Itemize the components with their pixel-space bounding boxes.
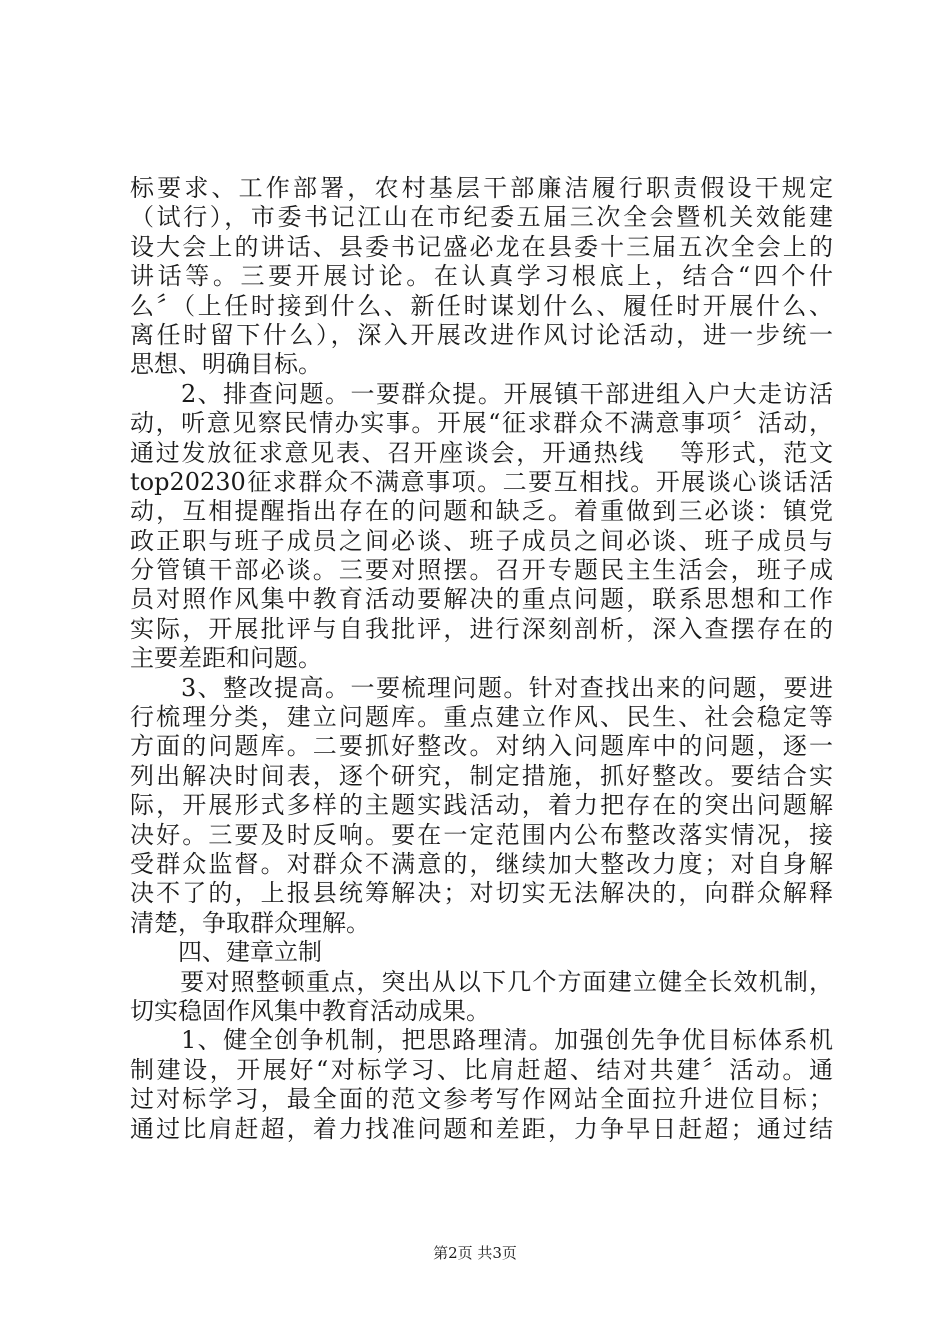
text-line: 动，互相提醒指出存在的问题和缺乏。着重做到三必谈：镇党: [130, 497, 833, 526]
text-line: 思想、明确目标。: [130, 350, 322, 379]
text-line: 3、整改提高。一要梳理问题。针对查找出来的问题，要进: [130, 673, 833, 702]
text-line: 制建设，开展好“对标学习、比肩赶超、结对共建〞活动。通: [130, 1055, 833, 1084]
text-line: 受群众监督。对群众不满意的，继续加大整改力度；对自身解: [130, 849, 833, 878]
text-line: 实际，开展批评与自我批评，进行深刻剖析，深入查摆存在的: [130, 614, 833, 643]
text-line: 分管镇干部必谈。三要对照摆。召开专题民主生活会，班子成: [130, 556, 833, 585]
text-line: 清楚，争取群众理解。: [130, 908, 370, 937]
text-line: 员对照作风集中教育活动要解决的重点问题，联系思想和工作: [130, 585, 833, 614]
text-line: 通过比肩赶超，着力找准问题和差距，力争早日赶超；通过结: [130, 1114, 833, 1143]
text-line: 2、排查问题。一要群众提。开展镇干部进组入户大走访活: [130, 379, 833, 408]
text-line: 离任时留下什么），深入开展改进作风讨论活动，进一步统一: [130, 320, 833, 349]
text-line: 际，开展形式多样的主题实践活动，着力把存在的突出问题解: [130, 791, 833, 820]
text-line: 决好。三要及时反响。要在一定范围内公布整改落实情况，接: [130, 820, 833, 849]
text-line: 动，听意见察民情办实事。开展“征求群众不满意事项〞活动，: [130, 409, 833, 438]
text-line: 决不了的，上报县统筹解决；对切实无法解决的，向群众解释: [130, 879, 833, 908]
text-line: 1、健全创争机制，把思路理清。加强创先争优目标体系机: [130, 1026, 833, 1055]
text-line: 四、建章立制: [130, 938, 322, 967]
text-line: 通过发放征求意见表、召开座谈会，开通热线 等形式，范文: [130, 438, 833, 467]
text-line: 要对照整顿重点，突出从以下几个方面建立健全长效机制，: [130, 967, 833, 996]
text-line: 主要差距和问题。: [130, 644, 322, 673]
text-line: 设大会上的讲话、县委书记盛必龙在县委十三届五次全会上的: [130, 232, 833, 261]
text-line: 切实稳固作风集中教育活动成果。: [130, 996, 490, 1025]
text-line: 方面的问题库。二要抓好整改。对纳入问题库中的问题，逐一: [130, 732, 833, 761]
page-footer: 第2页 共3页: [433, 1244, 517, 1262]
text-line: （试行），市委书记江山在市纪委五届三次全会暨机关效能建: [130, 203, 833, 232]
text-line: 列出解决时间表，逐个研究，制定措施，抓好整改。要结合实: [130, 761, 833, 790]
text-line: 标要求、工作部署，农村基层干部廉洁履行职责假设干规定: [130, 174, 833, 202]
text-line: 么〞（上任时接到什么、新任时谋划什么、履任时开展什么、: [130, 291, 833, 320]
document-body: [130, 174, 833, 1144]
text-line: 讲话等。三要开展讨论。在认真学习根底上，结合“四个什: [130, 262, 833, 291]
text-line: 政正职与班子成员之间必谈、班子成员之间必谈、班子成员与: [130, 526, 833, 555]
text-line: 行梳理分类，建立问题库。重点建立作风、民生、社会稳定等: [130, 703, 833, 732]
text-line: top20230征求群众不满意事项。二要互相找。开展谈心谈话活: [130, 467, 833, 496]
text-line: 过对标学习，最全面的范文参考写作网站全面拉升进位目标；: [130, 1085, 833, 1114]
